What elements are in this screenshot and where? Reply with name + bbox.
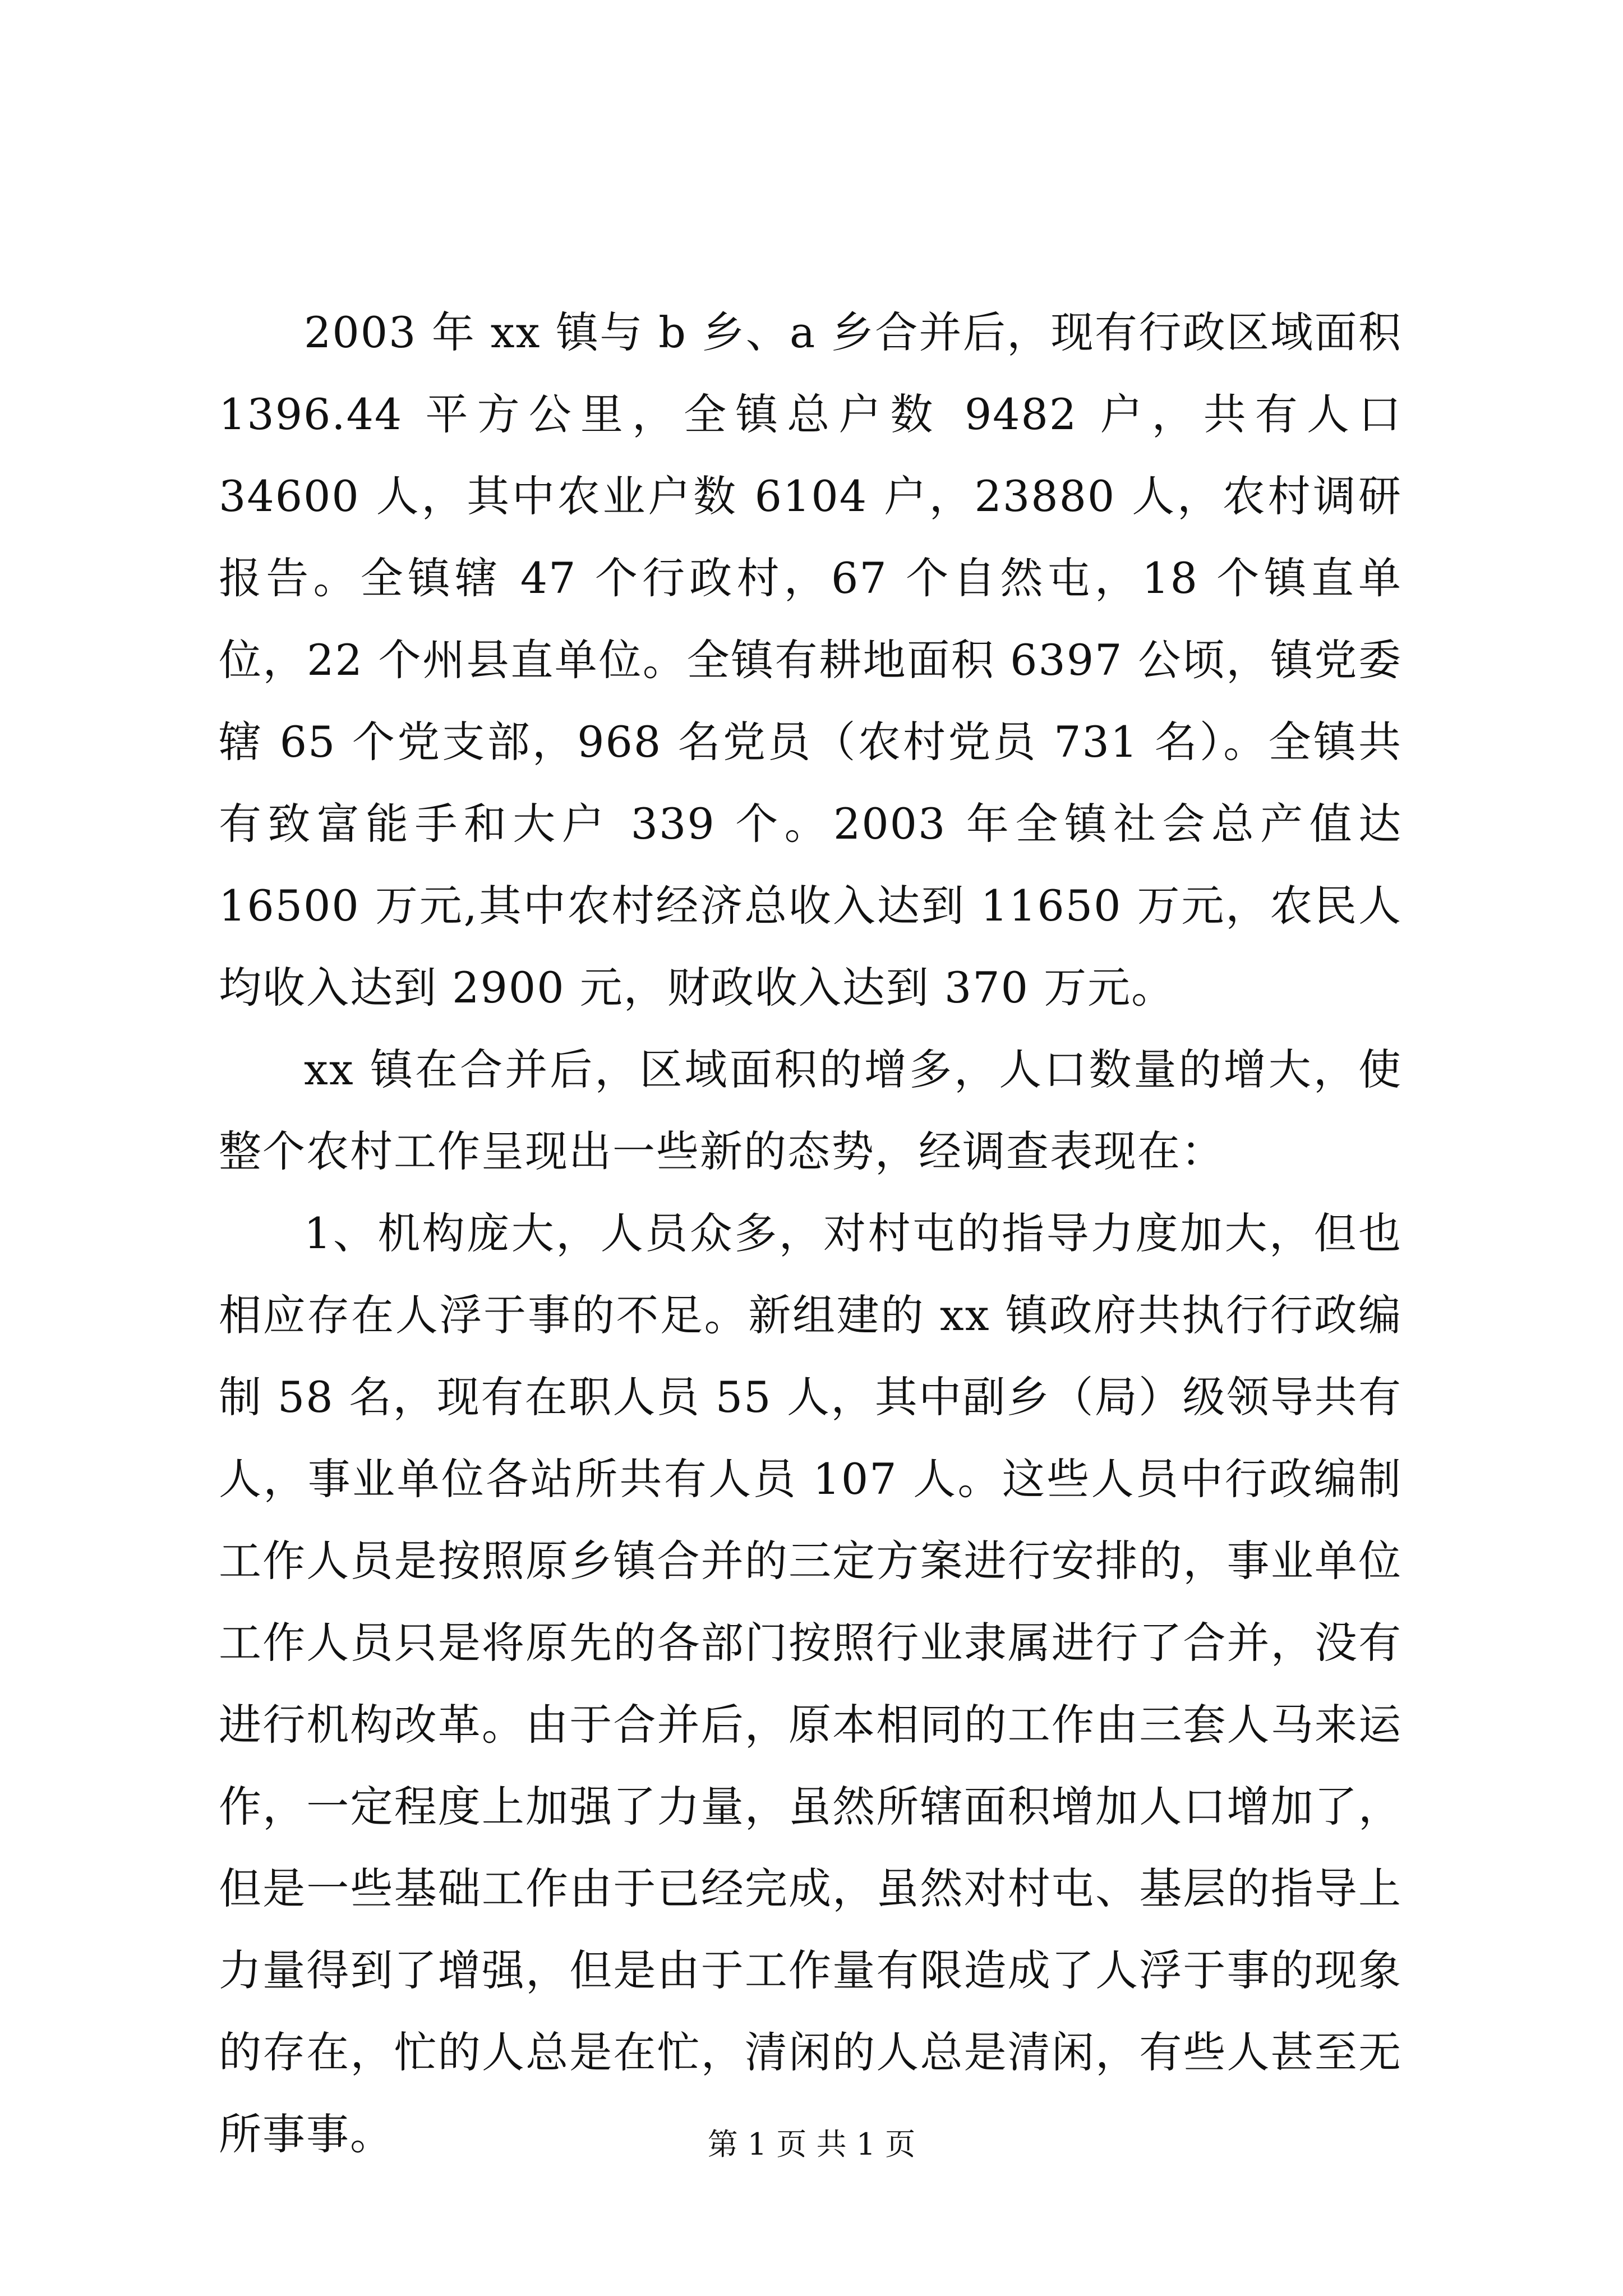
paragraph-3: 1、机构庞大，人员众多，对村屯的指导力度加大，但也相应存在人浮于事的不足。新组建的 xx 镇政府共执行行政编制 58 名，现有在职人员 55 人，其中副乡（局）级领导共有人，事业单位各站所共有人员 107 人。这些人员中行政编制工作人员是按照原乡镇合并的三定方案进行安排的，事业单位工作人员只是将原先的各部门按照行业隶属进行了合并，没有进行机构改革。由于合并后，原本相同的工作由三套人马来运作，一定程度上加强了力量，虽然所辖面积增加人口增加了，但是一些基础工作由于已经完成，虽然对村屯、基层的指导上力量得到了增强，但是由于工作量有限造成了人浮于事的现象的存在，忙的人总是在忙，清闲的人总是清闲，有些人甚至无所事事。 — [219, 1208, 1402, 2159]
paragraph-2: xx 镇在合并后，区域面积的增多，人口数量的增大，使整个农村工作呈现出一些新的态势，经调查表现在： — [219, 1045, 1402, 1176]
paragraph-1: 2003 年 xx 镇与 b 乡、a 乡合并后，现有行政区域面积 1396.44 平方公里，全镇总户数 9482 户，共有人口 34600 人，其中农业户数 6104 户，23880 人，农村调研报告。全镇辖 47 个行政村，67 个自然屯，18 个镇直单位，22 个州县直单位。全镇有耕地面积 6397 公顷，镇党委辖 65 个党支部，968 名党员（农村党员 731 名）。全镇共有致富能手和大户 339 个。2003 年全镇社会总产值达 16500 万元,其中农村经济总收入达到 11650 万元，农民人均收入达到 2900 元，财政收入达到 370 万元。 — [219, 307, 1402, 1013]
document-body — [219, 292, 1402, 2175]
page-footer: 第 1 页 共 1 页 — [707, 2127, 916, 2162]
